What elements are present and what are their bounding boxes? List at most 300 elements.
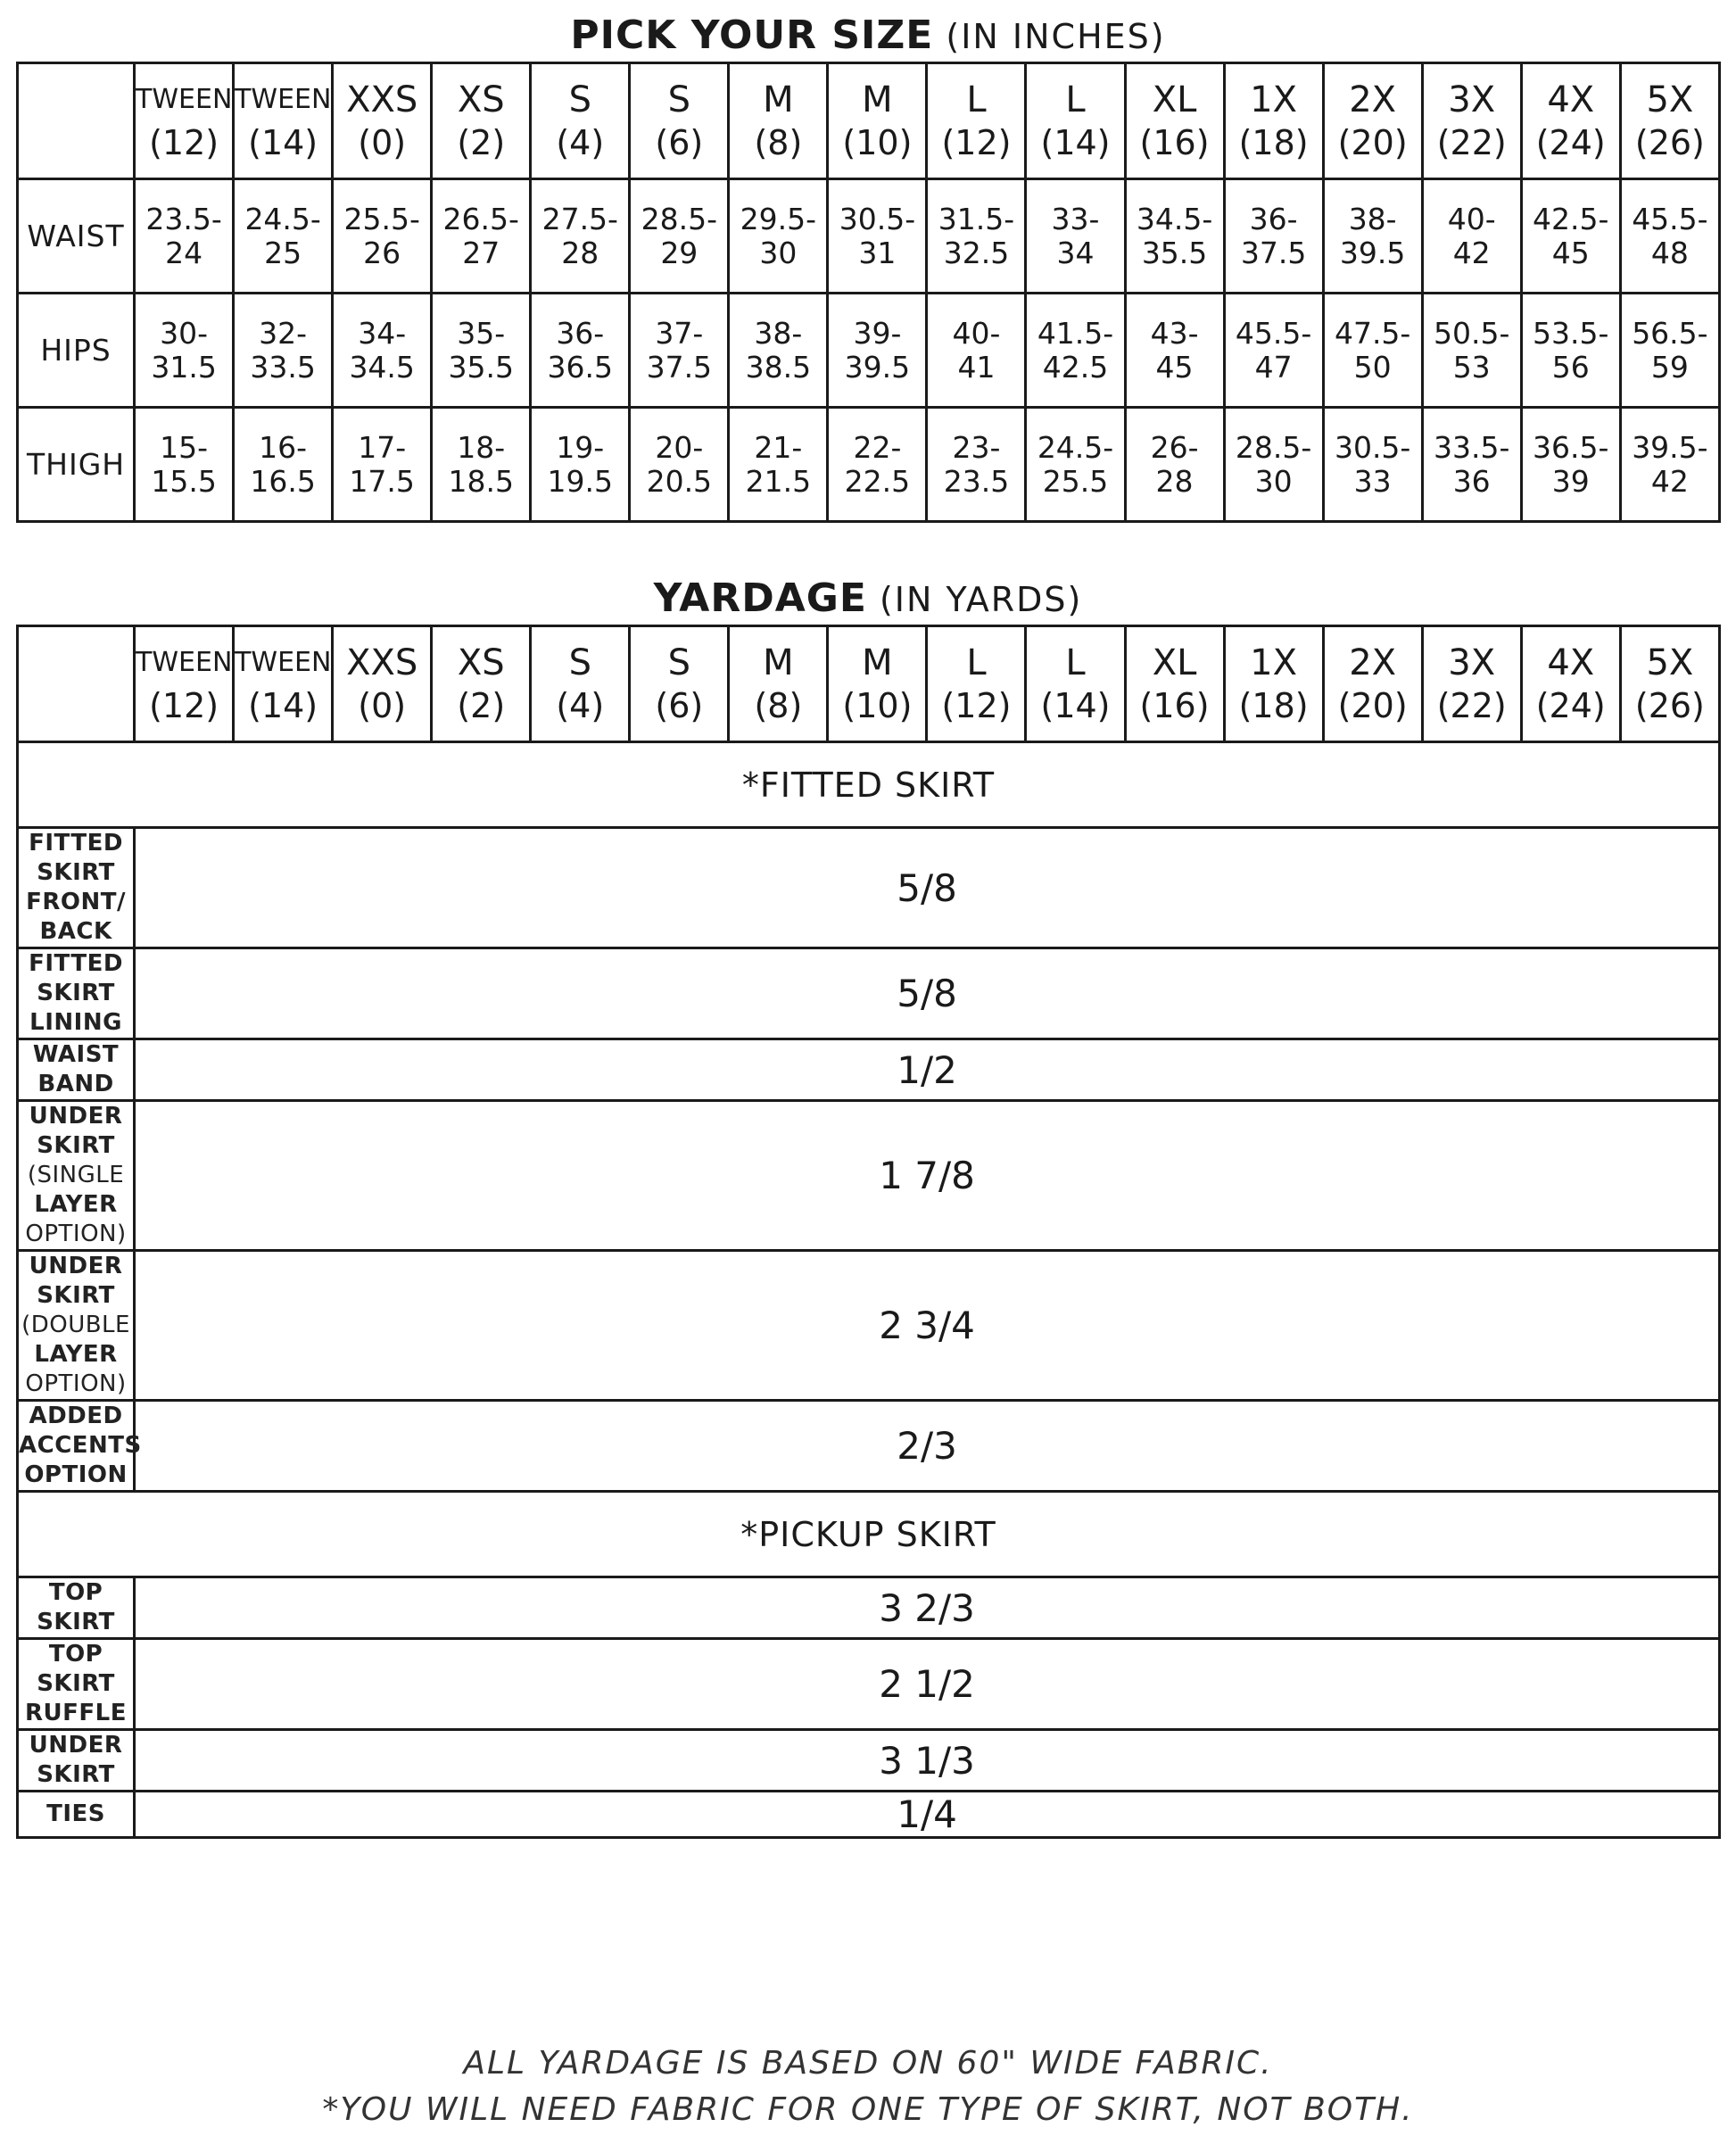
yardage-item-label-line: OPTION) xyxy=(25,1370,127,1397)
measurement-value: 24 xyxy=(165,235,203,270)
yardage-header-size xyxy=(333,626,432,742)
measurement-cell xyxy=(1224,294,1323,408)
measurement-value: 45.5- xyxy=(1235,315,1312,351)
yardage-header-size xyxy=(1620,626,1719,742)
measurement-value: 36- xyxy=(556,315,605,351)
measurement-value: 15.5 xyxy=(151,463,217,499)
size-name: 5X xyxy=(1646,79,1694,120)
measurement-value: 32- xyxy=(259,315,308,351)
yardage-item-label-line: TIES xyxy=(46,1800,105,1827)
size-header-size xyxy=(1422,63,1521,179)
measurement-value: 59 xyxy=(1650,349,1689,385)
measurement-row-thigh xyxy=(18,408,1720,522)
measurement-value: 24.5- xyxy=(1037,429,1114,465)
yardage-row xyxy=(18,1730,1720,1792)
yardage-header-size xyxy=(1521,626,1620,742)
yardage-amount: 2/3 xyxy=(135,1401,1720,1492)
size-number: (26) xyxy=(1634,685,1705,725)
yardage-header-blank xyxy=(18,626,135,742)
yardage-header-size xyxy=(729,626,828,742)
yardage-table xyxy=(16,625,1721,1839)
size-number: (12) xyxy=(149,122,219,162)
measurement-cell xyxy=(1620,294,1719,408)
size-name: 2X xyxy=(1349,641,1397,683)
measurement-value: 42.5 xyxy=(1042,349,1109,385)
size-header-size xyxy=(1521,63,1620,179)
measurement-value: 38- xyxy=(1348,201,1397,236)
measurement-cell xyxy=(729,294,828,408)
measurement-cell xyxy=(234,294,333,408)
yardage-item-label-line: BAND xyxy=(37,1071,114,1097)
yardage-item-label-line: BACK xyxy=(39,918,112,945)
measurement-value: 33 xyxy=(1353,463,1392,499)
size-number: (12) xyxy=(941,122,1012,162)
measurement-cell xyxy=(927,408,1026,522)
size-name: 4X xyxy=(1547,79,1595,120)
measurement-value: 26 xyxy=(363,235,401,270)
yardage-header-size xyxy=(1224,626,1323,742)
yardage-item-label-line: TOP xyxy=(48,1641,103,1668)
measurement-value: 19.5 xyxy=(547,463,614,499)
measurement-value: 34.5- xyxy=(1136,201,1213,236)
size-number: (14) xyxy=(248,122,318,162)
yardage-header-size xyxy=(828,626,927,742)
measurement-value: 34- xyxy=(358,315,407,351)
size-name: S xyxy=(667,641,691,683)
measurement-value: 28 xyxy=(561,235,599,270)
measurement-cell xyxy=(828,408,927,522)
measurement-cell xyxy=(630,408,729,522)
measurement-value: 42 xyxy=(1452,235,1491,270)
measurement-value: 37.5 xyxy=(646,349,713,385)
measurement-value: 30- xyxy=(160,315,209,351)
measurement-cell xyxy=(531,294,630,408)
size-name: 1X xyxy=(1250,641,1298,683)
measurement-value: 23.5 xyxy=(943,463,1010,499)
measurement-value: 32.5 xyxy=(943,235,1010,270)
measurement-cell xyxy=(135,294,234,408)
measurement-cell xyxy=(432,179,531,294)
measurement-cell xyxy=(927,294,1026,408)
yardage-item-label-line: OPTION) xyxy=(25,1221,127,1247)
measurement-cell xyxy=(1323,294,1422,408)
measurement-value: 33- xyxy=(1051,201,1100,236)
measurement-value: 24.5- xyxy=(244,201,321,236)
size-name: M xyxy=(862,79,893,120)
size-number: (2) xyxy=(457,685,506,725)
size-number: (12) xyxy=(149,685,219,725)
measurement-value: 39- xyxy=(853,315,902,351)
yardage-amount: 1/2 xyxy=(135,1039,1720,1101)
yardage-item-label-line: ADDED xyxy=(29,1403,123,1429)
measurement-cell xyxy=(531,408,630,522)
measurement-value: 23.5- xyxy=(145,201,222,236)
size-number: (6) xyxy=(655,122,704,162)
size-name: L xyxy=(966,641,987,683)
measurement-value: 27 xyxy=(462,235,500,270)
size-name: XL xyxy=(1152,641,1197,683)
measurement-value: 26- xyxy=(1150,429,1199,465)
measurement-value: 25 xyxy=(264,235,302,270)
measurement-value: 36 xyxy=(1452,463,1491,499)
size-name: L xyxy=(1065,79,1086,120)
measurement-value: 26.5- xyxy=(442,201,519,236)
size-chart-title-text: PICK YOUR SIZE xyxy=(570,12,934,58)
measurement-cell xyxy=(1521,179,1620,294)
measurement-cell xyxy=(1620,408,1719,522)
measurement-value: 38- xyxy=(754,315,803,351)
size-header-size xyxy=(630,63,729,179)
yardage-item-label-line: (SINGLE xyxy=(27,1162,125,1188)
measurement-value: 30.5- xyxy=(1334,429,1411,465)
yardage-amount: 5/8 xyxy=(135,948,1720,1039)
measurement-value: 39.5 xyxy=(1339,235,1406,270)
size-number: (8) xyxy=(754,122,803,162)
yardage-header-size xyxy=(1026,626,1125,742)
yardage-item-label-line: WAIST xyxy=(32,1041,120,1068)
size-header-size xyxy=(531,63,630,179)
measurement-value: 25.5- xyxy=(343,201,420,236)
yardage-amount: 2 1/2 xyxy=(135,1639,1720,1730)
size-name: 3X xyxy=(1448,641,1496,683)
size-name: XXS xyxy=(346,641,418,683)
yardage-item-label-line: OPTION xyxy=(24,1461,128,1488)
measurement-row-waist xyxy=(18,179,1720,294)
measurement-cell xyxy=(333,294,432,408)
size-number: (14) xyxy=(248,685,318,725)
yardage-item-label xyxy=(18,1730,135,1792)
size-header-size xyxy=(828,63,927,179)
measurement-cell xyxy=(1125,294,1224,408)
size-number: (18) xyxy=(1238,122,1309,162)
size-name: XS xyxy=(457,79,505,120)
measurement-value: 33.5 xyxy=(250,349,316,385)
size-header-size xyxy=(333,63,432,179)
size-name: M xyxy=(763,79,794,120)
yardage-item-label-line: UNDER xyxy=(29,1732,123,1759)
measurement-value: 28.5- xyxy=(641,201,718,236)
size-header-size xyxy=(729,63,828,179)
measurement-cell xyxy=(630,294,729,408)
measurement-value: 30.5- xyxy=(839,201,916,236)
measurement-value: 28 xyxy=(1155,463,1194,499)
yardage-amount: 1/4 xyxy=(135,1792,1720,1838)
size-name: XS xyxy=(457,641,505,683)
size-number: (10) xyxy=(842,685,913,725)
yardage-subtitle: (IN YARDS) xyxy=(879,580,1083,619)
measurement-cell xyxy=(1620,179,1719,294)
measurement-value: 45 xyxy=(1155,349,1194,385)
yardage-item-label-line: LAYER xyxy=(34,1341,118,1368)
measurement-value: 42.5- xyxy=(1533,201,1609,236)
measurement-value: 47.5- xyxy=(1334,315,1411,351)
measurement-value: 23- xyxy=(952,429,1001,465)
measurement-value: 39.5- xyxy=(1632,429,1708,465)
yardage-item-label xyxy=(18,1039,135,1101)
measurement-value: 30 xyxy=(759,235,798,270)
measurement-value: 56.5- xyxy=(1632,315,1708,351)
measurement-value: 37- xyxy=(655,315,704,351)
size-header-size xyxy=(1224,63,1323,179)
size-name: 2X xyxy=(1349,79,1397,120)
size-number: (26) xyxy=(1634,122,1705,162)
yardage-item-label-line: SKIRT xyxy=(37,1282,115,1309)
measurement-value: 42 xyxy=(1650,463,1689,499)
size-name: S xyxy=(667,79,691,120)
size-number: (14) xyxy=(1040,685,1111,725)
size-number: (16) xyxy=(1139,685,1210,725)
size-number: (0) xyxy=(358,685,407,725)
yardage-item-label-line: LAYER xyxy=(34,1191,118,1218)
yardage-header-size xyxy=(135,626,234,742)
measurement-cell xyxy=(1125,408,1224,522)
measurement-value: 53.5- xyxy=(1533,315,1609,351)
yardage-amount: 1 7/8 xyxy=(135,1101,1720,1251)
size-number: (12) xyxy=(941,685,1012,725)
measurement-cell xyxy=(1026,179,1125,294)
yardage-item-label-line: UNDER xyxy=(29,1253,123,1279)
measurement-row-hips xyxy=(18,294,1720,408)
measurement-cell xyxy=(135,408,234,522)
measurement-cell xyxy=(630,179,729,294)
measurement-cell xyxy=(1026,294,1125,408)
size-chart-title xyxy=(0,11,1736,62)
yardage-row xyxy=(18,1577,1720,1639)
size-chart-subtitle: (IN INCHES) xyxy=(946,17,1166,56)
yardage-amount: 5/8 xyxy=(135,828,1720,948)
yardage-header-row xyxy=(18,626,1720,742)
yardage-item-label xyxy=(18,1251,135,1401)
size-name: 1X xyxy=(1250,79,1298,120)
yardage-row xyxy=(18,1039,1720,1101)
measurement-label: HIPS xyxy=(18,294,135,408)
size-header-size xyxy=(1323,63,1422,179)
yardage-item-label-line: (DOUBLE xyxy=(21,1312,130,1338)
yardage-row xyxy=(18,1639,1720,1730)
measurement-cell xyxy=(234,408,333,522)
size-name: L xyxy=(1065,641,1086,683)
measurement-value: 50.5- xyxy=(1434,315,1510,351)
measurement-value: 41.5- xyxy=(1037,315,1114,351)
yardage-row xyxy=(18,1101,1720,1251)
size-name: M xyxy=(763,641,794,683)
measurement-value: 37.5 xyxy=(1240,235,1307,270)
yardage-item-label-line: SKIRT xyxy=(37,1670,115,1697)
yardage-item-label xyxy=(18,1577,135,1639)
measurement-value: 31 xyxy=(858,235,897,270)
measurement-cell xyxy=(927,179,1026,294)
yardage-title xyxy=(0,574,1736,625)
measurement-value: 35- xyxy=(457,315,506,351)
yardage-header-size xyxy=(234,626,333,742)
size-number: (2) xyxy=(457,122,506,162)
measurement-value: 25.5 xyxy=(1042,463,1109,499)
size-number: (24) xyxy=(1535,122,1606,162)
size-header-row xyxy=(18,63,1720,179)
yardage-section-title: *PICKUP SKIRT xyxy=(18,1492,1720,1577)
measurement-value: 56 xyxy=(1551,349,1590,385)
measurement-value: 36.5 xyxy=(547,349,614,385)
measurement-value: 34.5 xyxy=(349,349,415,385)
size-name: S xyxy=(568,79,591,120)
size-number: (10) xyxy=(842,122,913,162)
size-header-size xyxy=(135,63,234,179)
size-header-size xyxy=(1026,63,1125,179)
yardage-item-label-line: TOP xyxy=(48,1579,103,1606)
measurement-cell xyxy=(333,408,432,522)
size-number: (14) xyxy=(1040,122,1111,162)
yardage-header-size xyxy=(927,626,1026,742)
measurement-cell xyxy=(1422,294,1521,408)
measurement-value: 38.5 xyxy=(745,349,812,385)
size-name: L xyxy=(966,79,987,120)
yardage-amount: 3 1/3 xyxy=(135,1730,1720,1792)
measurement-value: 28.5- xyxy=(1235,429,1312,465)
measurement-cell xyxy=(234,179,333,294)
size-name: TWEEN xyxy=(235,83,332,115)
measurement-value: 45.5- xyxy=(1632,201,1708,236)
measurement-value: 20- xyxy=(655,429,704,465)
measurement-value: 18.5 xyxy=(448,463,514,499)
size-name: 3X xyxy=(1448,79,1496,120)
yardage-item-label-line: LINING xyxy=(29,1009,122,1036)
measurement-value: 47 xyxy=(1254,349,1293,385)
size-number: (16) xyxy=(1139,122,1210,162)
size-number: (22) xyxy=(1436,685,1507,725)
measurement-value: 17- xyxy=(358,429,407,465)
measurement-cell xyxy=(432,408,531,522)
yardage-row xyxy=(18,1401,1720,1492)
yardage-item-label xyxy=(18,1101,135,1251)
size-name: TWEEN xyxy=(136,83,233,115)
footer-note-one-skirt: *YOU WILL NEED FABRIC FOR ONE TYPE OF SKIRT, NOT BOTH. xyxy=(322,2091,1414,2128)
measurement-value: 16- xyxy=(259,429,308,465)
measurement-cell xyxy=(1224,179,1323,294)
measurement-cell xyxy=(1026,408,1125,522)
measurement-value: 29.5- xyxy=(740,201,817,236)
measurement-value: 40- xyxy=(952,315,1001,351)
size-number: (6) xyxy=(655,685,704,725)
yardage-item-label-line: UNDER xyxy=(29,1103,123,1130)
yardage-header-size xyxy=(1125,626,1224,742)
size-number: (20) xyxy=(1337,685,1408,725)
yardage-section-title: *FITTED SKIRT xyxy=(18,742,1720,828)
size-header-size xyxy=(432,63,531,179)
measurement-value: 30 xyxy=(1254,463,1293,499)
measurement-cell xyxy=(1323,179,1422,294)
measurement-value: 20.5 xyxy=(646,463,713,499)
size-number: (24) xyxy=(1535,685,1606,725)
size-name: S xyxy=(568,641,591,683)
measurement-value: 40- xyxy=(1447,201,1496,236)
measurement-value: 17.5 xyxy=(349,463,415,499)
yardage-section-row xyxy=(18,1492,1720,1577)
yardage-header-size xyxy=(432,626,531,742)
size-header-blank xyxy=(18,63,135,179)
yardage-item-label-line: SKIRT xyxy=(37,1132,115,1159)
yardage-row xyxy=(18,948,1720,1039)
measurement-value: 36- xyxy=(1249,201,1298,236)
size-number: (20) xyxy=(1337,122,1408,162)
measurement-value: 33.5- xyxy=(1434,429,1510,465)
yardage-item-label-line: SKIRT xyxy=(37,1761,115,1788)
measurement-value: 19- xyxy=(556,429,605,465)
size-header-size xyxy=(1620,63,1719,179)
measurement-value: 18- xyxy=(457,429,506,465)
measurement-value: 21.5 xyxy=(745,463,812,499)
yardage-item-label-line: SKIRT xyxy=(37,859,115,886)
measurement-value: 36.5- xyxy=(1533,429,1609,465)
yardage-header-size xyxy=(630,626,729,742)
measurement-cell xyxy=(1125,179,1224,294)
measurement-cell xyxy=(729,408,828,522)
measurement-cell xyxy=(828,179,927,294)
measurement-cell xyxy=(1521,408,1620,522)
yardage-item-label-line: SKIRT xyxy=(37,980,115,1006)
yardage-item-label xyxy=(18,948,135,1039)
yardage-item-label xyxy=(18,1639,135,1730)
measurement-cell xyxy=(1422,408,1521,522)
yardage-item-label-line: FRONT/ xyxy=(26,889,126,915)
measurement-value: 39.5 xyxy=(844,349,911,385)
size-header-size xyxy=(234,63,333,179)
measurement-value: 22- xyxy=(853,429,902,465)
footer-note-fabric-width: ALL YARDAGE IS BASED ON 60" WIDE FABRIC. xyxy=(463,2045,1273,2082)
size-number: (8) xyxy=(754,685,803,725)
measurement-value: 31.5- xyxy=(938,201,1015,236)
size-header-size xyxy=(1125,63,1224,179)
measurement-value: 39 xyxy=(1551,463,1590,499)
measurement-cell xyxy=(531,179,630,294)
measurement-value: 21- xyxy=(754,429,803,465)
measurement-cell xyxy=(432,294,531,408)
measurement-value: 31.5 xyxy=(151,349,217,385)
measurement-value: 27.5- xyxy=(541,201,618,236)
measurement-label: THIGH xyxy=(18,408,135,522)
measurement-value: 45 xyxy=(1551,235,1590,270)
measurement-value: 22.5 xyxy=(844,463,911,499)
yardage-item-label-line: RUFFLE xyxy=(25,1700,128,1726)
size-number: (18) xyxy=(1238,685,1309,725)
size-name: 4X xyxy=(1547,641,1595,683)
measurement-value: 16.5 xyxy=(250,463,316,499)
size-chart-table xyxy=(16,62,1721,523)
measurement-cell xyxy=(1422,179,1521,294)
yardage-header-size xyxy=(1422,626,1521,742)
measurement-cell xyxy=(1224,408,1323,522)
yardage-item-label xyxy=(18,1401,142,1492)
size-name: TWEEN xyxy=(136,646,233,678)
size-name: M xyxy=(862,641,893,683)
measurement-value: 53 xyxy=(1452,349,1491,385)
size-number: (4) xyxy=(556,685,605,725)
yardage-item-label-line: FITTED xyxy=(29,950,123,977)
size-name: 5X xyxy=(1646,641,1694,683)
measurement-cell xyxy=(828,294,927,408)
size-number: (4) xyxy=(556,122,605,162)
measurement-value: 35.5 xyxy=(448,349,514,385)
size-name: TWEEN xyxy=(235,646,332,678)
yardage-row xyxy=(18,1792,1720,1838)
size-number: (0) xyxy=(358,122,407,162)
measurement-cell xyxy=(1323,408,1422,522)
measurement-value: 34 xyxy=(1056,235,1095,270)
measurement-label: WAIST xyxy=(18,179,135,294)
measurement-value: 43- xyxy=(1150,315,1199,351)
size-number: (22) xyxy=(1436,122,1507,162)
yardage-item-label-line: ACCENTS xyxy=(19,1432,142,1459)
yardage-item-label-line: FITTED xyxy=(29,830,123,857)
